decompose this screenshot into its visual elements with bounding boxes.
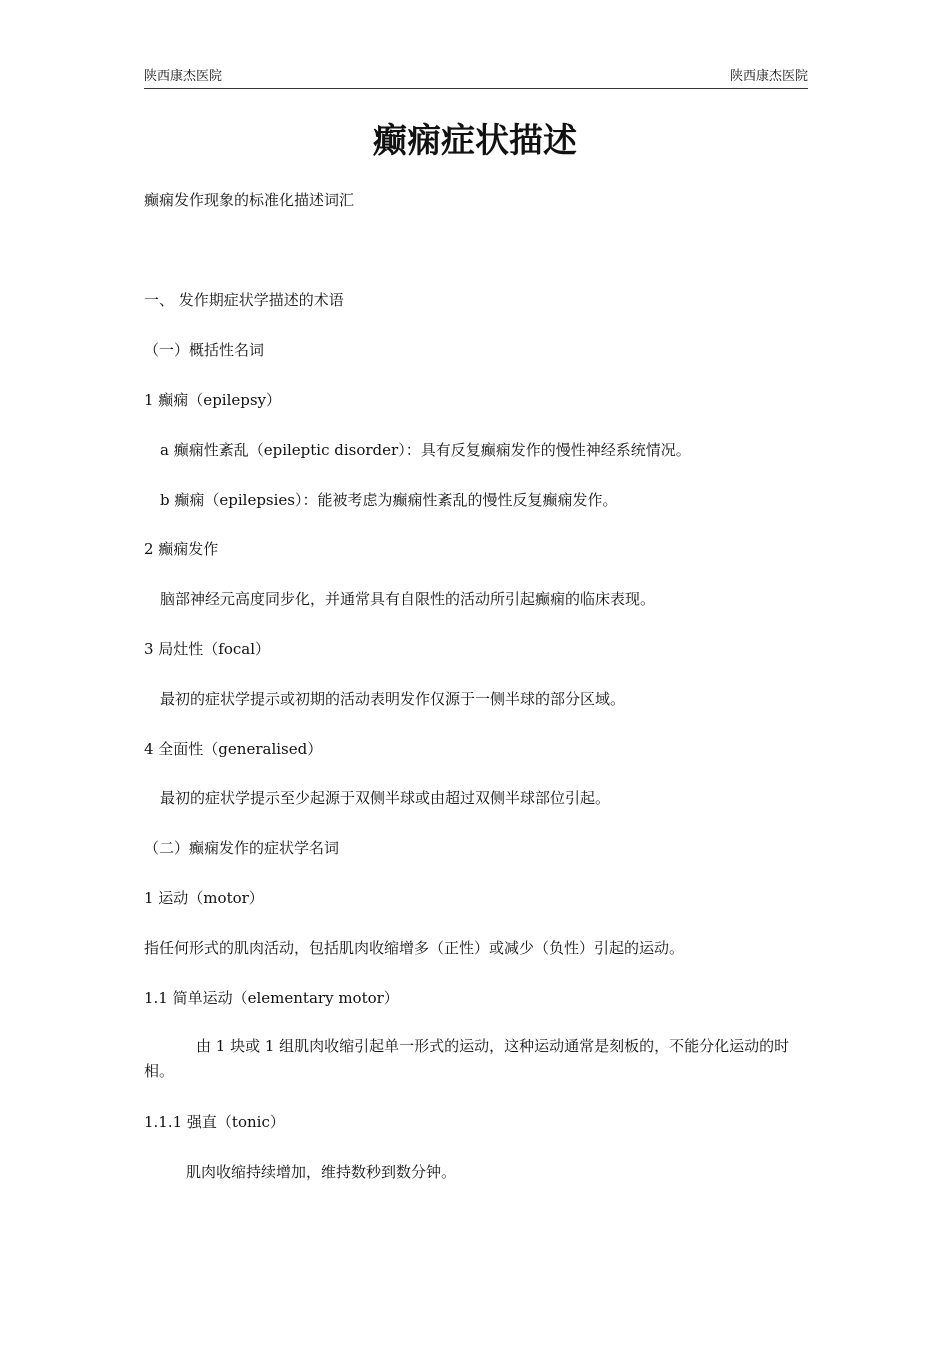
subsection-heading-2: （二）癫痫发作的症状学名词 [144, 839, 340, 857]
header-left-text: 陕西康杰医院 [144, 69, 223, 84]
term-definition-a: a 癫痫性紊乱（epileptic disorder）：具有反复癫痫发作的慢性神经系统情况。 [160, 441, 691, 459]
document-subtitle: 癫痫发作现象的标准化描述词汇 [144, 191, 355, 209]
page-header [144, 66, 808, 89]
term-definition-focal: 最初的症状学提示或初期的活动表明发作仅源于一侧半球的部分区域。 [160, 690, 626, 708]
section-heading-1: 一、 发作期症状学描述的术语 [144, 291, 344, 309]
term-definition-generalised: 最初的症状学提示至少起源于双侧半球或由超过双侧半球部位引起。 [160, 789, 611, 807]
term-definition-b: b 癫痫（epilepsies）：能被考虑为癫痫性紊乱的慢性反复癫痫发作。 [160, 491, 618, 509]
term-definition-elementary-motor: 由 1 块或 1 组肌肉收缩引起单一形式的运动，这种运动通常是刻板的，不能分化运动的时相。 [144, 1037, 790, 1080]
term-definition-motor: 指任何形式的肌肉活动，包括肌肉收缩增多（正性）或减少（负性）引起的运动。 [144, 939, 685, 957]
term-heading-seizure: 2 癫痫发作 [144, 540, 219, 558]
document-title: 癫痫症状描述 [373, 121, 577, 161]
term-heading-elementary-motor: 1.1 简单运动（elementary motor） [144, 989, 399, 1007]
term-heading-focal: 3 局灶性（focal） [144, 640, 271, 658]
header-right-text: 陕西康杰医院 [729, 69, 808, 84]
term-heading-generalised: 4 全面性（generalised） [144, 740, 323, 758]
term-definition-seizure: 脑部神经元高度同步化，并通常具有自限性的活动所引起癫痫的临床表现。 [160, 590, 656, 608]
term-heading-epilepsy: 1 癫痫（epilepsy） [144, 391, 282, 409]
term-definition-tonic: 肌肉收缩持续增加，维持数秒到数分钟。 [186, 1163, 457, 1181]
subsection-heading-1: （一）概括性名词 [144, 341, 265, 359]
term-heading-tonic: 1.1.1 强直（tonic） [144, 1113, 285, 1131]
term-heading-motor: 1 运动（motor） [144, 889, 264, 907]
